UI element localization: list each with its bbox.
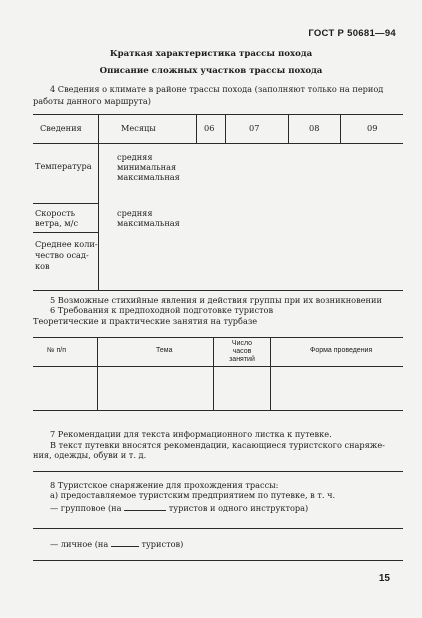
section7-line3: ния, одежды, обуви и т. д.	[33, 450, 147, 460]
rule-2	[33, 528, 403, 529]
page-number: 15	[378, 573, 390, 584]
group-label-a: — групповое (на	[50, 503, 122, 513]
col-header-hours-2: часов	[232, 348, 252, 355]
temperature-avg: средняя	[117, 152, 153, 162]
col-header-08: 08	[309, 123, 320, 133]
row-label-wind-2: ветра, м/с	[35, 218, 79, 228]
col-header-topic: Тема	[156, 347, 173, 354]
section4-line2: работы данного маршрута)	[33, 96, 151, 106]
row-label-precip-1: Среднее коли-	[35, 239, 98, 249]
title-main: Краткая характеристика трассы похода	[109, 49, 313, 59]
personal-label-b: туристов)	[141, 539, 184, 549]
col-header-06: 06	[204, 123, 215, 133]
col-header-hours-3: занятий	[229, 356, 255, 363]
section7-line1: 7 Рекомендации для текста информационного листка к путевке.	[50, 429, 332, 439]
temperature-min: минимальная	[117, 162, 177, 172]
section6-line2: Теоретические и практические занятия на турбазе	[33, 316, 258, 326]
temperature-max: максимальная	[117, 172, 180, 182]
personal-label-a: — личное (на	[50, 539, 109, 549]
wind-avg: средняя	[117, 208, 153, 218]
row-label-precip-3: ков	[35, 261, 50, 271]
row-label-wind-1: Скорость	[35, 208, 76, 218]
wind-max: максимальная	[117, 218, 180, 228]
section8-line1: 8 Туристское снаряжение для прохождения трассы:	[50, 480, 279, 490]
col-header-09: 09	[367, 123, 378, 133]
gost-header: ГОСТ Р 50681—94	[308, 28, 396, 39]
col-header-months: Месяцы	[121, 123, 156, 133]
col-header-info: Сведения	[40, 123, 82, 133]
personal-equipment-line	[50, 538, 183, 550]
rule-3	[33, 560, 403, 561]
group-equipment-line	[50, 502, 308, 514]
section5: 5 Возможные стихийные явления и действия группы при их возникновении	[50, 295, 382, 305]
section4-line1: 4 Сведения о климате в районе трассы похода (заполняют только на период	[50, 84, 384, 94]
title-sub: Описание сложных участков трассы похода	[99, 66, 323, 76]
personal-count-blank	[111, 538, 139, 547]
row-label-temperature: Температура	[35, 161, 92, 171]
section8-line2: а) предоставляемое туристским предприятием по путевке, в т. ч.	[50, 490, 336, 500]
col-header-hours-1: Число	[231, 340, 253, 347]
col-header-num: № п/п	[47, 347, 66, 354]
section6-line1: 6 Требования к предпоходной подготовке туристов	[50, 305, 274, 315]
col-header-form: Форма проведения	[310, 347, 373, 354]
group-label-b: туристов и одного инструктора)	[168, 503, 309, 513]
group-count-blank	[124, 502, 166, 511]
row-label-precip-2: чество осад-	[35, 250, 89, 260]
col-header-07: 07	[249, 123, 260, 133]
rule-1	[33, 471, 403, 472]
section7-line2: В текст путевки вносятся рекомендации, касающиеся туристского снаряже-	[50, 440, 385, 450]
